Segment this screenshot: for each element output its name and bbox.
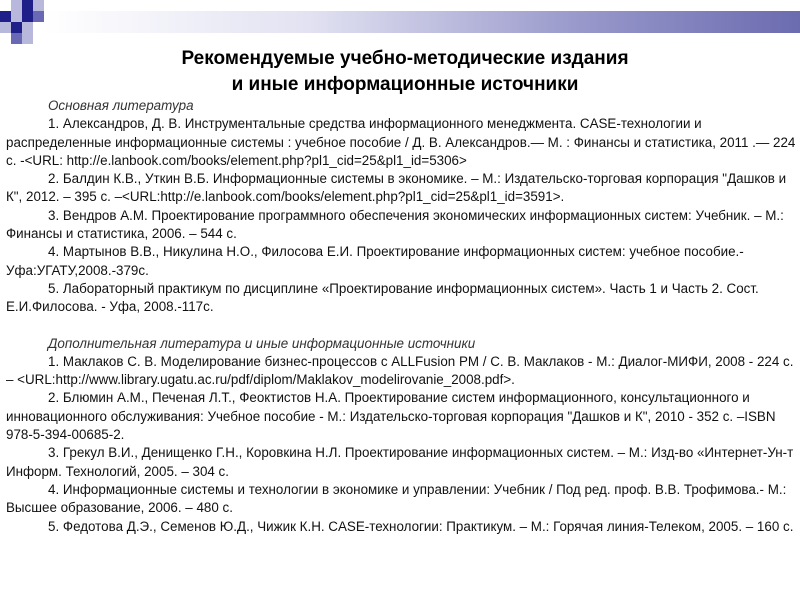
additional-item-1: 1. Маклаков С. В. Моделирование бизнес-процессов с ALLFusion PM / С. В. Маклаков - М.: Диалог-МИФИ, 2008 - 224 с. – <URL:http://www.library.ugatu.ac.ru/pdf/diplom/Maklakov_modelirovanie_2008.pdf>. [6, 353, 794, 388]
title-line-2: и иные информационные источники [231, 74, 579, 95]
additional-item-5: 5. Федотова Д.Э., Семенов Ю.Д., Чижик К.Н. CASE-технологии: Практикум. – М.: Горячая линия-Телеком, 2005. – 160 с. [48, 518, 794, 534]
main-literature-heading: Основная литература [48, 98, 194, 113]
section-spacer [6, 317, 798, 335]
title-line-1: Рекомендуемые учебно-методические издания [181, 48, 629, 69]
additional-literature-heading: Дополнительная литература и иные информационные источники [48, 335, 476, 351]
additional-item-4: 4. Информационные системы и технологии в экономике и управлении: Учебник / Под ред. проф. В.В. Трофимова.- М.: Высшее образование, 2006. – 480 с. [6, 481, 787, 516]
main-item-2: 2. Балдин К.В., Уткин В.Б. Информационные системы в экономике. – М.: Издательско-торговая корпорация "Дашков и К", 2012. – 395 с. –<URL:http://e.lanbook.com/books/element.php?pl1_cid=25&pl1_id=3591>. [6, 171, 787, 205]
page-title [60, 46, 750, 98]
reference-list [6, 97, 798, 536]
additional-item-2: 2. Блюмин А.М., Печеная Л.Т., Феоктистов Н.А. Проектирование систем информационного, консультационного и инновационного обслуживания: Учебное пособие - М.: Издательско-торговая корпорация "Дашков и К", 2010 - 352 с. –ISBN 978-5-394-00685-2. [6, 390, 776, 443]
main-item-4: 4. Мартынов В.В., Никулина Н.О., Филосова Е.И. Проектирование информационных систем: учебное пособие.- Уфа:УГАТУ,2008.-379с. [6, 244, 744, 278]
main-item-5: 5. Лабораторный практикум по дисциплине «Проектирование информационных систем». Часть 1 и Часть 2. Сост. Е.И.Филосова. - Уфа, 2008.-117с. [6, 280, 759, 315]
additional-item-3: 3. Грекул В.И., Денищенко Г.Н., Коровкина Н.Л. Проектирование информационных систем. – М.: Изд-во «Интернет-Ун-т Информ. Технологий, 2005. – 304 с. [6, 445, 794, 479]
header-gradient-bar [44, 11, 800, 33]
main-item-3: 3. Вендров А.М. Проектирование программного обеспечения экономических информационных систем: Учебник. – М.: Финансы и статистика, 2006. – 544 с. [6, 207, 784, 242]
main-item-1: 1. Александров, Д. В. Инструментальные средства информационного менеджмента. CASE-технологии и распределенные информационные системы : учебное пособие / Д. В. Александров.— М. : Финансы и статистика, 2011 .— 224 с. -<URL: http://e.lanbook.com/books/element.php?pl1_cid=25&pl1_id=5306> [6, 116, 796, 168]
